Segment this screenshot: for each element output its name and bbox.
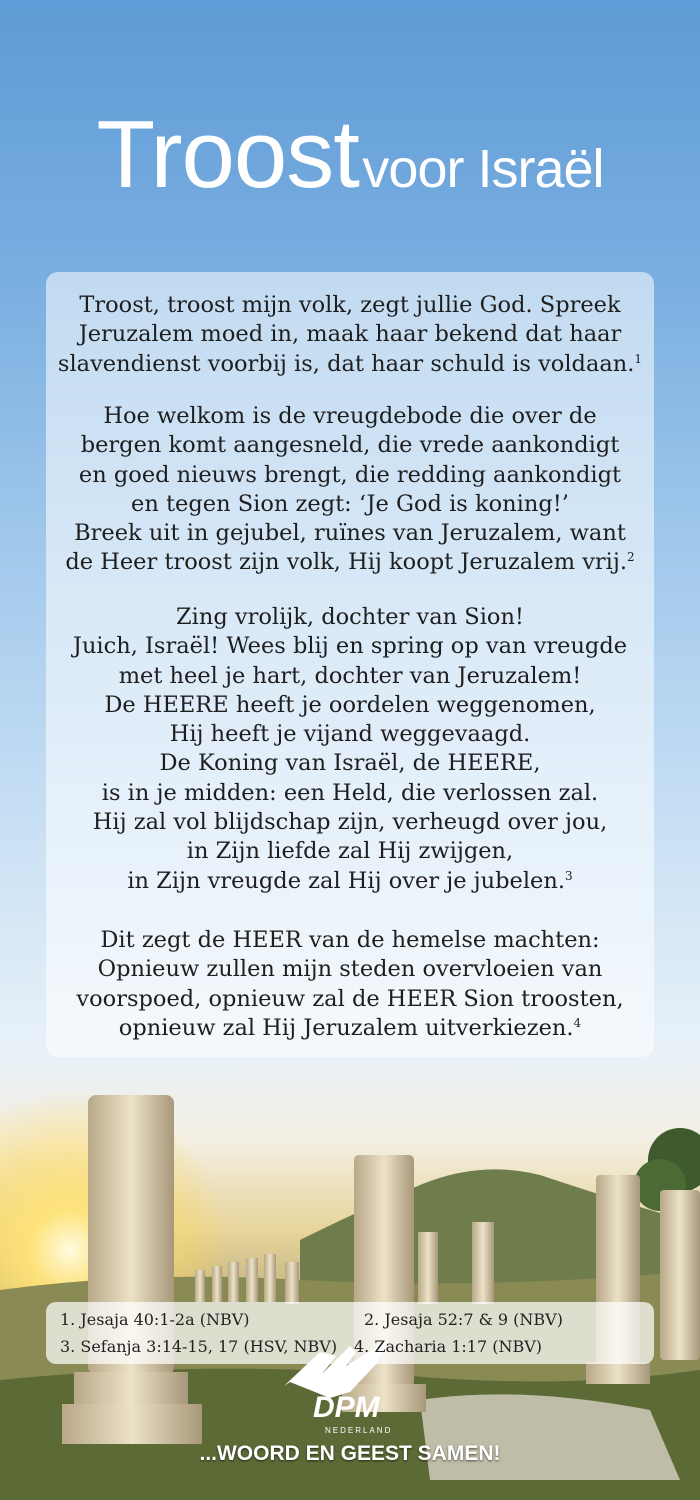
passage-line: Zing vrolijk, dochter van Sion! bbox=[176, 604, 524, 630]
passage-line: voorspoed, opnieuw zal de HEER Sion troosten, bbox=[76, 985, 624, 1012]
passage-line: De HEERE heeft je oordelen weggenomen, bbox=[104, 691, 596, 718]
passage-line: Juich, Israël! Wees blij en spring op van vreugde bbox=[72, 633, 628, 660]
passage-line: in Zijn liefde zal Hij zwijgen, bbox=[186, 838, 514, 865]
footnote-marker: 3 bbox=[565, 868, 573, 883]
passage-line: de Heer troost zijn volk, Hij koopt Jeruzalem vrij. bbox=[65, 549, 627, 576]
passage-line: opnieuw zal Hij Jeruzalem uitverkiezen. bbox=[118, 1014, 574, 1041]
passage-line: slavendienst voorbij is, dat haar schuld is voldaan. bbox=[57, 350, 635, 377]
title-main: Troost bbox=[96, 101, 359, 208]
reference-2: 2. Jesaja 52:7 & 9 (NBV) bbox=[364, 1310, 563, 1329]
passage-1 bbox=[46, 291, 654, 379]
slogan: ...WOORD EN GEEST SAMEN! bbox=[199, 1442, 501, 1465]
passage-line: Hij heeft je vijand weggevaagd. bbox=[169, 721, 531, 748]
passage-4 bbox=[46, 926, 654, 1043]
page-title bbox=[0, 100, 700, 210]
reference-4: 4. Zacharia 1:17 (NBV) bbox=[354, 1337, 543, 1356]
passage-line: De Koning van Israël, de HEERE, bbox=[159, 750, 541, 777]
footnote-marker: 2 bbox=[627, 550, 635, 565]
passage-line: Opnieuw zullen mijn steden overvloeien van bbox=[97, 956, 603, 983]
passage-line: en tegen Sion zegt: ‘Je God is koning!’ bbox=[131, 490, 569, 517]
passage-line: Hoe welkom is de vreugdebode die over de bbox=[103, 403, 597, 429]
reference-1: 1. Jesaja 40:1-2a (NBV) bbox=[60, 1310, 250, 1329]
passage-line: Jeruzalem moed in, maak haar bekend dat haar bbox=[78, 321, 622, 348]
dpm-logo-subtitle: NEDERLAND bbox=[325, 1426, 393, 1435]
passage-line: met heel je hart, dochter van Jeruzalem! bbox=[118, 662, 582, 689]
passage-line: is in je midden: een Held, die verlossen zal. bbox=[101, 779, 599, 806]
passage-line: en goed nieuws brengt, die redding aankondigt bbox=[78, 461, 622, 488]
passage-line: Breek uit in gejubel, ruïnes van Jeruzalem, want bbox=[74, 520, 626, 547]
passage-line: bergen komt aangesneld, die vrede aankondigt bbox=[80, 432, 620, 459]
passage-line: Troost, troost mijn volk, zegt jullie God. Spreek bbox=[79, 292, 621, 318]
footnote-marker: 1 bbox=[634, 351, 643, 366]
passage-2 bbox=[46, 402, 654, 578]
passage-line: Dit zegt de HEER van de hemelse machten: bbox=[100, 927, 600, 953]
dpm-logo-name: DPM bbox=[313, 1391, 380, 1424]
title-rest: voor Israël bbox=[362, 139, 604, 199]
references-box bbox=[46, 1302, 654, 1364]
passage-line: Hij zal vol blijdschap zijn, verheugd over jou, bbox=[92, 809, 608, 836]
footnote-marker: 4 bbox=[573, 1015, 582, 1030]
passage-line: in Zijn vreugde zal Hij over je jubelen. bbox=[127, 867, 566, 894]
reference-3: 3. Sefanja 3:14-15, 17 (HSV, NBV) bbox=[60, 1337, 338, 1356]
passage-3 bbox=[46, 603, 654, 896]
